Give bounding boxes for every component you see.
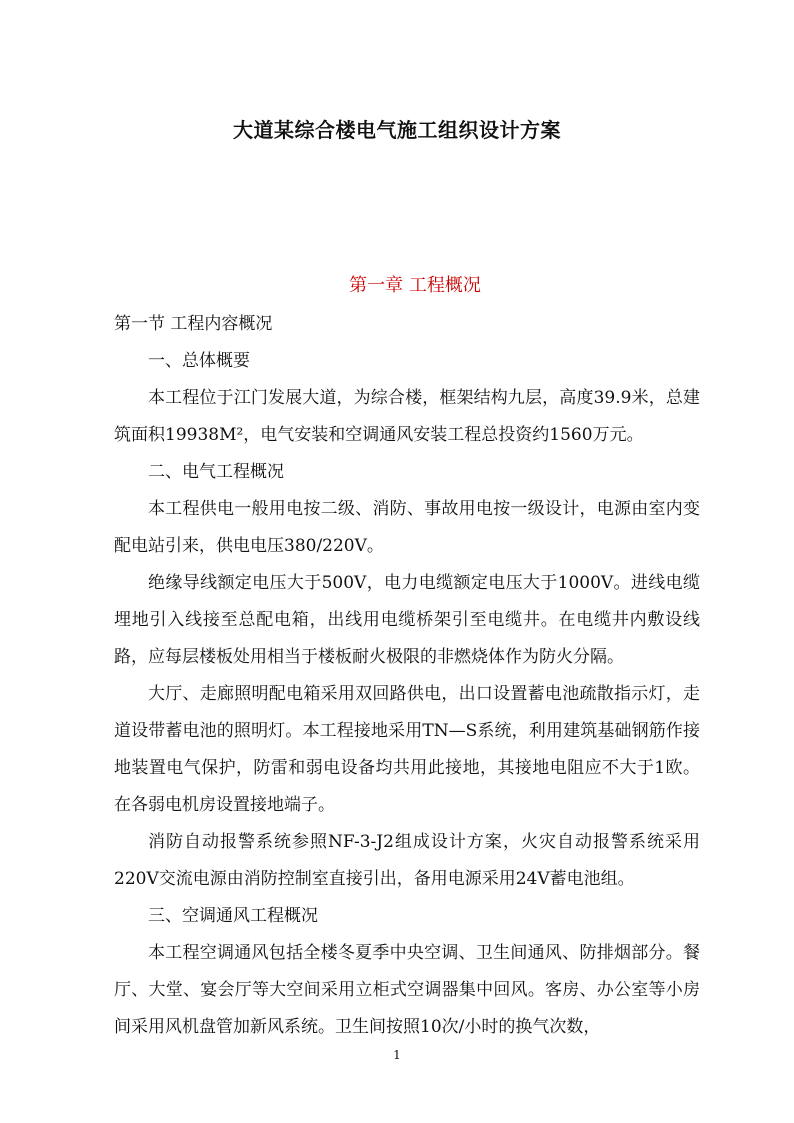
paragraph-hvac: 本工程空调通风包括全楼冬夏季中央空调、卫生间通风、防排烟部分。餐厅、大堂、宴会厅等大空间采用立柜式空调器集中回风。客房、办公室等小房间采用风机盘管加新风系统。卫生间按照10次/小时的换气次数， [114, 943, 700, 1037]
subsection-heading-electrical: 二、电气工程概况 [148, 462, 284, 482]
paragraph-overview: 本工程位于江门发展大道，为综合楼，框架结构九层，高度39.9米，总建筑面积19938M²，电气安装和空调通风安装工程总投资约1560万元。 [114, 388, 700, 445]
subsection-heading-overview: 一、总体概要 [148, 351, 250, 371]
paragraph-cabling: 绝缘导线额定电压大于500V，电力电缆额定电压大于1000V。进线电缆埋地引入线接至总配电箱，出线用电缆桥架引至电缆井。在电缆井内敷设线路，应每层楼板处用相当于楼板耐火极限的非燃烧体作为防火分隔。 [114, 573, 700, 667]
subsection-heading-hvac: 三、空调通风工程概况 [148, 906, 318, 926]
document-body [114, 306, 700, 1046]
document-title: 大道某综合楼电气施工组织设计方案 [233, 118, 561, 142]
paragraph-fire-alarm: 消防自动报警系统参照NF-3-J2组成设计方案，火灾自动报警系统采用220V交流电源由消防控制室直接引出，备用电源采用24V蓄电池组。 [114, 832, 700, 889]
page-number: 1 [393, 1048, 401, 1062]
paragraph-lighting-grounding: 大厅、走廊照明配电箱采用双回路供电，出口设置蓄电池疏散指示灯，走道设带蓄电池的照明灯。本工程接地采用TN—S系统，利用建筑基础钢筋作接地装置电气保护，防雷和弱电设备均共用此接地，其接地电阻应不大于1欧。在各弱电机房设置接地端子。 [114, 684, 700, 815]
section-heading: 第一节 工程内容概况 [114, 314, 273, 334]
paragraph-power-supply: 本工程供电一般用电按二级、消防、事故用电按一级设计，电源由室内变配电站引来，供电电压380/220V。 [114, 499, 700, 556]
chapter-heading: 第一章 工程概况 [349, 275, 481, 296]
